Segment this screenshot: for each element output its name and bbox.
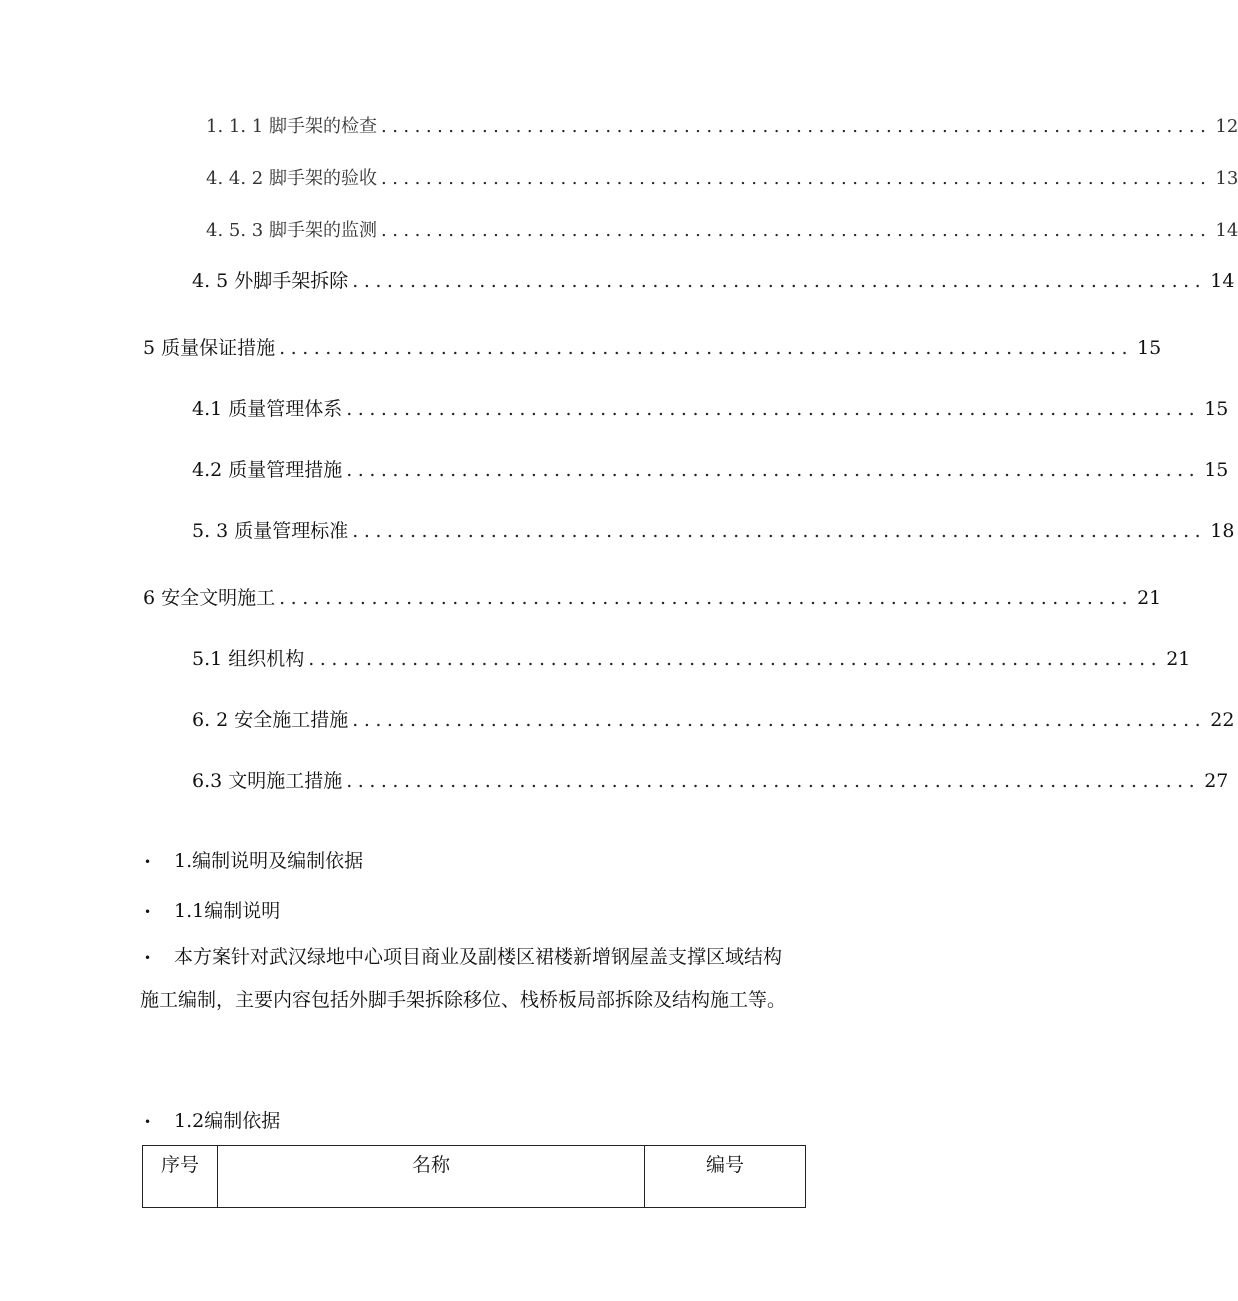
toc-entry-title: 4.1 质量管理体系 (192, 398, 343, 420)
toc-entry-page: 15 (1137, 337, 1162, 359)
toc-entry[interactable] (206, 112, 1238, 138)
toc-leader-dots: .......................................................................... (352, 270, 1207, 292)
toc-leader-dots: .......................................................................... (380, 220, 1212, 241)
bullet-mark: • (144, 905, 152, 919)
toc-entry[interactable] (192, 455, 1229, 482)
toc-entry[interactable] (206, 216, 1238, 242)
section-heading-1-1 (140, 896, 800, 923)
heading-text: 1.编制说明及编制依据 (174, 850, 364, 872)
toc-entry-page: 21 (1166, 648, 1191, 670)
bullet-mark: • (144, 1115, 152, 1129)
toc-entry-page: 14 (1210, 270, 1235, 292)
toc-leader-dots: .......................................................................... (352, 520, 1207, 542)
toc-entry-title: 5. 3 质量管理标准 (192, 520, 349, 542)
toc-entry[interactable] (192, 705, 1235, 732)
toc-entry-title: 5 质量保证措施 (143, 337, 276, 359)
toc-entry-title: 6. 2 安全施工措施 (192, 709, 349, 731)
toc-leader-dots: .......................................................................... (380, 116, 1212, 137)
col-header-index: 序号 (143, 1146, 218, 1208)
toc-entry[interactable] (192, 394, 1229, 421)
toc-entry[interactable] (143, 583, 1162, 610)
toc-leader-dots: .......................................................................... (279, 587, 1134, 609)
toc-entry-page: 14 (1215, 220, 1238, 241)
toc-entry[interactable] (206, 164, 1238, 190)
toc-entry-page: 13 (1215, 168, 1238, 189)
heading-text: 1.1编制说明 (174, 900, 281, 922)
toc-entry-page: 27 (1204, 770, 1229, 792)
toc-entry[interactable] (192, 766, 1229, 793)
toc-entry[interactable] (192, 266, 1235, 293)
toc-entry-page: 15 (1204, 398, 1229, 420)
bullet-mark: • (144, 855, 152, 869)
toc-entry-page: 22 (1210, 709, 1235, 731)
col-header-code: 编号 (645, 1146, 806, 1208)
toc-entry[interactable] (192, 644, 1191, 671)
section-heading-1 (140, 846, 800, 873)
toc-leader-dots: .......................................................................... (308, 648, 1163, 670)
toc-entry-page: 15 (1204, 459, 1229, 481)
toc-leader-dots: .......................................................................... (352, 709, 1207, 731)
paragraph-text: 本方案针对武汉绿地中心项目商业及副楼区裙楼新增钢屋盖支撑区域结构施工编制，主要内容包括外脚手架拆除移位、栈桥板局部拆除及结构施工等。 (140, 946, 787, 1011)
table-header-row (143, 1146, 806, 1208)
toc-leader-dots: .......................................................................... (380, 168, 1212, 189)
section-heading-1-2 (140, 1106, 800, 1133)
toc-entry-title: 4. 5. 3 脚手架的监测 (206, 220, 377, 241)
toc-entry-title: 6 安全文明施工 (143, 587, 276, 609)
toc-entry-title: 5.1 组织机构 (192, 648, 305, 670)
toc-entry-title: 1. 1. 1 脚手架的检查 (206, 116, 377, 137)
toc-entry-title: 4. 5 外脚手架拆除 (192, 270, 349, 292)
toc-leader-dots: .......................................................................... (346, 398, 1201, 420)
toc-leader-dots: .......................................................................... (346, 770, 1201, 792)
toc-entry-page: 18 (1210, 520, 1235, 542)
toc-entry-title: 4. 4. 2 脚手架的验收 (206, 168, 377, 189)
heading-text: 1.2编制依据 (174, 1110, 281, 1132)
toc-entry[interactable] (143, 333, 1162, 360)
toc-entry-title: 6.3 文明施工措施 (192, 770, 343, 792)
toc-entry-page: 12 (1215, 116, 1238, 137)
reference-table (142, 1145, 806, 1208)
toc-leader-dots: .......................................................................... (279, 337, 1134, 359)
toc-entry[interactable] (192, 516, 1235, 543)
toc-entry-title: 4.2 质量管理措施 (192, 459, 343, 481)
toc-leader-dots: .......................................................................... (346, 459, 1201, 481)
bullet-mark: • (144, 951, 152, 965)
col-header-name: 名称 (218, 1146, 645, 1208)
toc-entry-page: 21 (1137, 587, 1162, 609)
body-paragraph (140, 936, 800, 1021)
